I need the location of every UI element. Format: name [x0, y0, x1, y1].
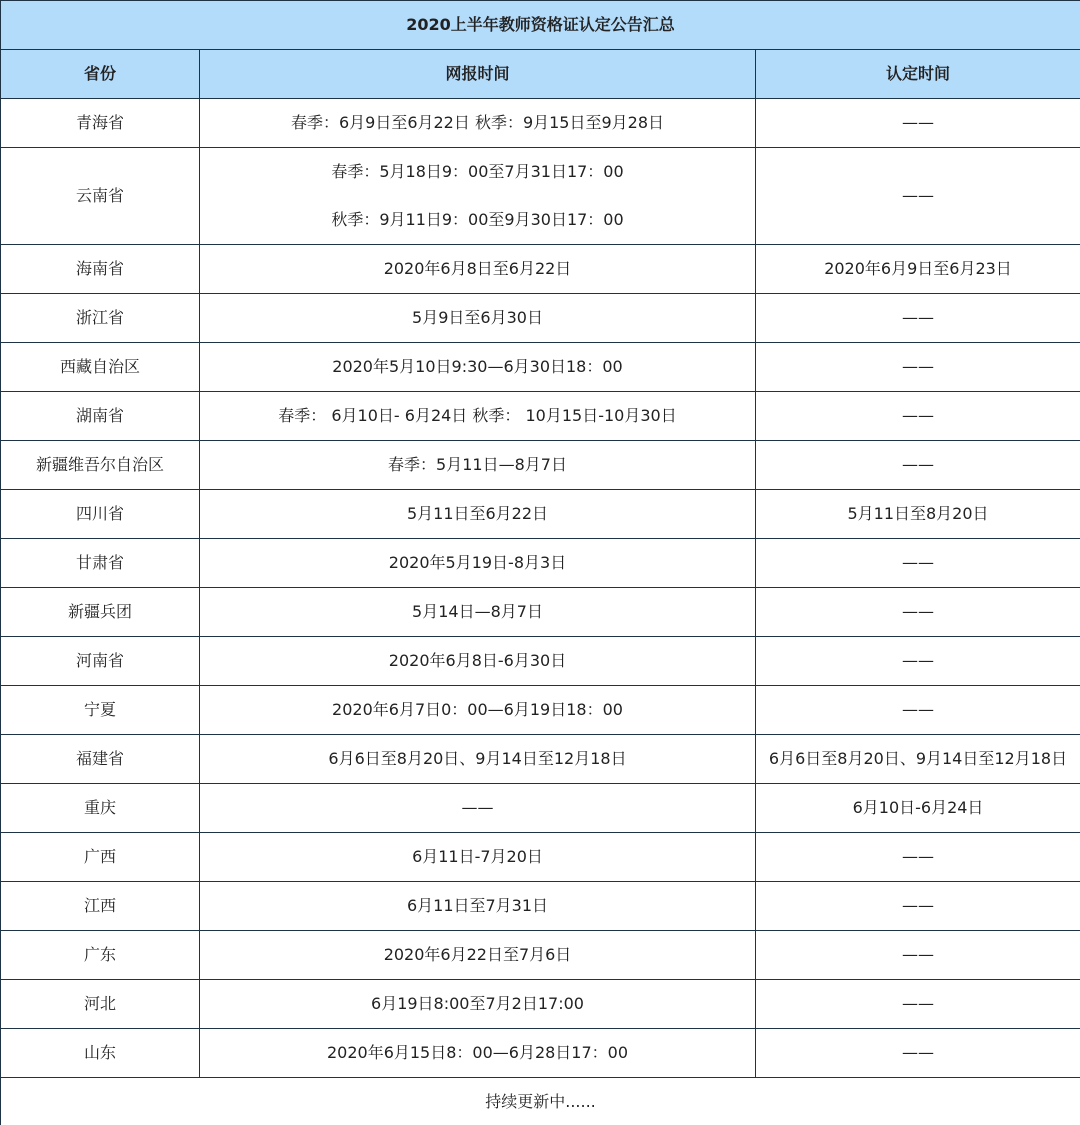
table-row — [1, 99, 1080, 148]
table-title: 2020上半年教师资格证认定公告汇总 — [1, 1, 1080, 50]
table-row — [1, 588, 1080, 637]
table-row — [1, 294, 1080, 343]
online-time-line: 春季： 6月10日- 6月24日 秋季： 10月15日-10月30日 — [278, 406, 677, 425]
online-time-cell — [200, 588, 756, 637]
online-time-line: 5月9日至6月30日 — [412, 308, 543, 327]
footer-note: 持续更新中...... — [1, 1078, 1080, 1125]
online-time-line: 6月11日-7月20日 — [412, 847, 543, 866]
online-time-cell — [200, 784, 756, 833]
online-time-line: 2020年6月22日至7月6日 — [383, 945, 572, 964]
certify-time-cell: —— — [756, 1029, 1080, 1078]
online-time-cell — [200, 490, 756, 539]
province-cell: 新疆维吾尔自治区 — [1, 441, 200, 490]
online-time-line: 春季：6月9日至6月22日 秋季：9月15日至9月28日 — [290, 113, 665, 132]
certify-time-cell: —— — [756, 99, 1080, 148]
province-cell: 重庆 — [1, 784, 200, 833]
online-time-line: 春季：5月11日—8月7日 — [388, 455, 567, 474]
header-row — [1, 50, 1080, 99]
online-time-cell — [200, 980, 756, 1029]
table-row — [1, 245, 1080, 294]
certify-time-cell: —— — [756, 294, 1080, 343]
certify-time-cell: —— — [756, 637, 1080, 686]
online-time-cell — [200, 1029, 756, 1078]
province-cell: 新疆兵团 — [1, 588, 200, 637]
online-time-cell — [200, 686, 756, 735]
header-certify-time: 认定时间 — [756, 50, 1080, 99]
table-row — [1, 1029, 1080, 1078]
table-row — [1, 637, 1080, 686]
certify-time-cell: —— — [756, 343, 1080, 392]
online-time-line: 秋季：9月11日9：00至9月30日17：00 — [331, 210, 624, 229]
table-row — [1, 392, 1080, 441]
province-cell: 云南省 — [1, 148, 200, 245]
certify-time-cell: 2020年6月9日至6月23日 — [756, 245, 1080, 294]
table-row — [1, 490, 1080, 539]
online-time-line: 6月6日至8月20日、9月14日至12月18日 — [328, 749, 627, 768]
footer-row — [1, 1078, 1080, 1125]
header-province: 省份 — [1, 50, 200, 99]
online-time-line: 6月19日8:00至7月2日17:00 — [371, 994, 584, 1013]
certify-time-cell: —— — [756, 833, 1080, 882]
certify-time-cell: —— — [756, 392, 1080, 441]
table-row — [1, 784, 1080, 833]
certify-time-cell: —— — [756, 588, 1080, 637]
online-time-line: 5月11日至6月22日 — [406, 504, 549, 523]
online-time-cell — [200, 392, 756, 441]
online-time-cell — [200, 735, 756, 784]
certify-time-cell: —— — [756, 148, 1080, 245]
province-cell: 湖南省 — [1, 392, 200, 441]
certify-time-cell: —— — [756, 539, 1080, 588]
certify-time-cell: 6月6日至8月20日、9月14日至12月18日 — [756, 735, 1080, 784]
province-cell: 西藏自治区 — [1, 343, 200, 392]
province-cell: 甘肃省 — [1, 539, 200, 588]
online-time-line: 2020年6月7日0：00—6月19日18：00 — [332, 700, 623, 719]
province-cell: 河南省 — [1, 637, 200, 686]
table-row — [1, 148, 1080, 245]
online-time-line: 2020年6月15日8：00—6月28日17：00 — [326, 1043, 629, 1062]
online-time-cell — [200, 245, 756, 294]
online-time-line: 6月11日至7月31日 — [406, 896, 549, 915]
table-row — [1, 833, 1080, 882]
province-cell: 广西 — [1, 833, 200, 882]
certify-time-cell: 5月11日至8月20日 — [756, 490, 1080, 539]
province-cell: 浙江省 — [1, 294, 200, 343]
online-time-cell — [200, 99, 756, 148]
online-time-cell — [200, 441, 756, 490]
province-cell: 四川省 — [1, 490, 200, 539]
table-row — [1, 441, 1080, 490]
certify-time-cell: —— — [756, 931, 1080, 980]
table-row — [1, 931, 1080, 980]
online-time-line: 5月14日—8月7日 — [412, 602, 543, 621]
certify-time-cell: —— — [756, 882, 1080, 931]
online-time-line: 2020年6月8日-6月30日 — [388, 651, 567, 670]
online-time-line: —— — [461, 798, 494, 817]
province-cell: 河北 — [1, 980, 200, 1029]
certify-time-cell: 6月10日-6月24日 — [756, 784, 1080, 833]
province-cell: 宁夏 — [1, 686, 200, 735]
online-time-cell — [200, 931, 756, 980]
online-time-cell — [200, 148, 756, 245]
certify-time-cell: —— — [756, 980, 1080, 1029]
table-row — [1, 686, 1080, 735]
province-cell: 广东 — [1, 931, 200, 980]
table-row — [1, 343, 1080, 392]
online-time-cell — [200, 882, 756, 931]
online-time-line: 2020年5月10日9:30—6月30日18：00 — [332, 357, 623, 376]
province-cell: 海南省 — [1, 245, 200, 294]
certify-time-cell: —— — [756, 441, 1080, 490]
table-row — [1, 980, 1080, 1029]
table-row — [1, 882, 1080, 931]
table-row — [1, 735, 1080, 784]
online-time-line: 2020年5月19日-8月3日 — [388, 553, 567, 572]
province-cell: 江西 — [1, 882, 200, 931]
online-time-line: 春季：5月18日9：00至7月31日17：00 — [331, 162, 624, 181]
province-cell: 青海省 — [1, 99, 200, 148]
certify-time-cell: —— — [756, 686, 1080, 735]
header-online-time: 网报时间 — [200, 50, 756, 99]
table-row — [1, 539, 1080, 588]
online-time-cell — [200, 539, 756, 588]
online-time-cell — [200, 294, 756, 343]
province-cell: 福建省 — [1, 735, 200, 784]
province-cell: 山东 — [1, 1029, 200, 1078]
title-row — [1, 1, 1080, 50]
online-time-line: 2020年6月8日至6月22日 — [383, 259, 572, 278]
online-time-cell — [200, 833, 756, 882]
online-time-cell — [200, 637, 756, 686]
online-time-cell — [200, 343, 756, 392]
